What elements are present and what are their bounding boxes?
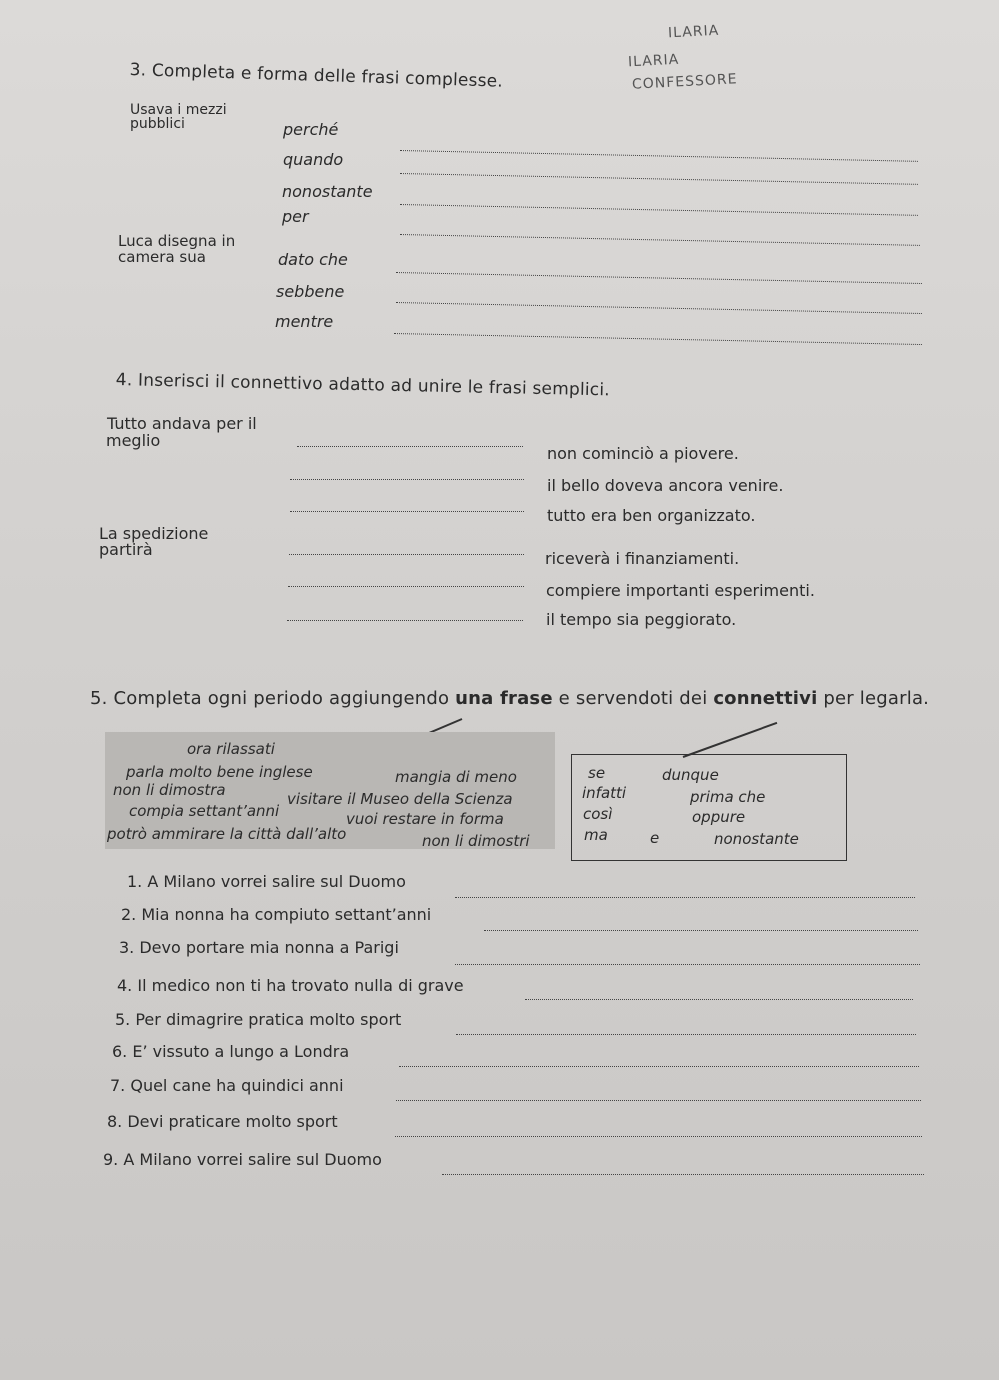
- answer-line[interactable]: [290, 479, 524, 480]
- ex4-sentence-ending: tutto era ben organizzato.: [547, 506, 756, 525]
- phrase: visitare il Museo della Scienza: [287, 790, 513, 808]
- connective-option: se: [588, 764, 606, 782]
- ex3-subject-line: camera sua: [118, 248, 206, 266]
- exercise-item: 5. Per dimagrire pratica molto sport: [115, 1010, 402, 1029]
- ex3-connective: nonostante: [282, 182, 373, 201]
- title-text: e servendoti dei: [552, 688, 714, 709]
- phrase: parla molto bene inglese: [126, 763, 313, 781]
- ex4-sentence-ending: il tempo sia peggiorato.: [546, 610, 737, 629]
- exercise-3-title: 3. Completa e forma delle frasi complesse.: [129, 60, 504, 92]
- answer-line[interactable]: [288, 586, 524, 587]
- answer-line[interactable]: [289, 554, 524, 555]
- ex4-subject-line: partirà: [99, 540, 153, 559]
- ex3-subject-line: pubblici: [130, 116, 185, 132]
- answer-line[interactable]: [400, 173, 918, 185]
- answer-line[interactable]: [290, 511, 524, 512]
- exercise-item: 8. Devi praticare molto sport: [107, 1112, 338, 1131]
- ex3-subject-line: Usava i mezzi: [130, 102, 227, 118]
- connective-option: così: [583, 805, 613, 823]
- answer-line[interactable]: [297, 446, 523, 447]
- answer-line[interactable]: [396, 302, 922, 314]
- exercise-5-title: [90, 688, 929, 709]
- ex3-subject-line: Luca disegna in: [118, 232, 236, 250]
- phrase: compia settant’anni: [129, 802, 280, 820]
- ex3-connective: quando: [283, 150, 344, 169]
- answer-line[interactable]: [394, 333, 922, 345]
- connective-option: dunque: [662, 766, 719, 784]
- ex4-subject-line: La spedizione: [99, 524, 209, 543]
- phrase: potrò ammirare la città dall’alto: [107, 825, 347, 843]
- ex4-subject-line: Tutto andava per il: [107, 414, 257, 433]
- ex3-connective: mentre: [275, 312, 334, 331]
- ex4-sentence-ending: compiere importanti esperimenti.: [546, 581, 815, 600]
- phrase: ora rilassati: [187, 740, 275, 758]
- ex3-connective: dato che: [278, 250, 348, 269]
- answer-line[interactable]: [456, 1034, 916, 1035]
- answer-line[interactable]: [395, 1136, 922, 1137]
- exercise-item: 2. Mia nonna ha compiuto settant’anni: [121, 905, 432, 924]
- ex4-sentence-ending: riceverà i finanziamenti.: [545, 549, 740, 568]
- answer-line[interactable]: [396, 272, 922, 284]
- answer-line[interactable]: [287, 620, 523, 621]
- ex4-sentence-ending: il bello doveva ancora venire.: [547, 476, 784, 495]
- answer-line[interactable]: [455, 964, 920, 965]
- exercise-4-title: 4. Inserisci il connettivo adatto ad unire le frasi semplici.: [115, 370, 611, 401]
- phrase: non li dimostra: [113, 781, 226, 799]
- answer-line[interactable]: [400, 234, 920, 246]
- ex3-connective: per: [282, 207, 309, 226]
- exercise-item: 3. Devo portare mia nonna a Parigi: [119, 938, 399, 957]
- connective-option: infatti: [582, 784, 627, 802]
- title-text: per legarla.: [817, 688, 930, 709]
- connective-option: prima che: [690, 788, 766, 806]
- phrase: mangia di meno: [395, 768, 517, 786]
- answer-line[interactable]: [455, 897, 915, 898]
- exercise-item: 7. Quel cane ha quindici anni: [110, 1076, 344, 1095]
- title-bold-connectives: connettivi: [713, 688, 818, 709]
- answer-line[interactable]: [396, 1100, 921, 1101]
- exercise-item: 6. E’ vissuto a lungo a Londra: [112, 1042, 350, 1061]
- handwritten-name: ILARIA: [627, 51, 680, 71]
- exercise-item: 1. A Milano vorrei salire sul Duomo: [127, 872, 406, 891]
- ex4-sentence-ending: non cominciò a piovere.: [547, 444, 739, 463]
- phrase: vuoi restare in forma: [346, 810, 504, 828]
- answer-line[interactable]: [400, 150, 918, 162]
- connective-option: e: [650, 829, 660, 847]
- connective-option: nonostante: [714, 830, 799, 848]
- ex3-connective: perché: [283, 120, 339, 139]
- ex4-subject-line: meglio: [106, 431, 161, 450]
- phrase: non li dimostri: [422, 832, 530, 850]
- answer-line[interactable]: [525, 999, 913, 1000]
- answer-line[interactable]: [399, 1066, 919, 1067]
- answer-line[interactable]: [442, 1174, 924, 1175]
- answer-line[interactable]: [484, 930, 918, 931]
- handwritten-name: ILARIA: [667, 22, 720, 42]
- connective-option: oppure: [692, 808, 746, 826]
- answer-line[interactable]: [400, 204, 918, 216]
- title-bold-phrase: una frase: [455, 688, 553, 709]
- handwritten-surname: CONFESSORE: [631, 71, 738, 93]
- title-text: 5. Completa ogni periodo aggiungendo: [90, 688, 456, 709]
- exercise-item: 9. A Milano vorrei salire sul Duomo: [103, 1150, 382, 1169]
- arrow-right: [683, 722, 778, 758]
- ex3-connective: sebbene: [276, 282, 345, 301]
- connective-option: ma: [584, 826, 608, 844]
- exercise-item: 4. Il medico non ti ha trovato nulla di grave: [117, 976, 464, 995]
